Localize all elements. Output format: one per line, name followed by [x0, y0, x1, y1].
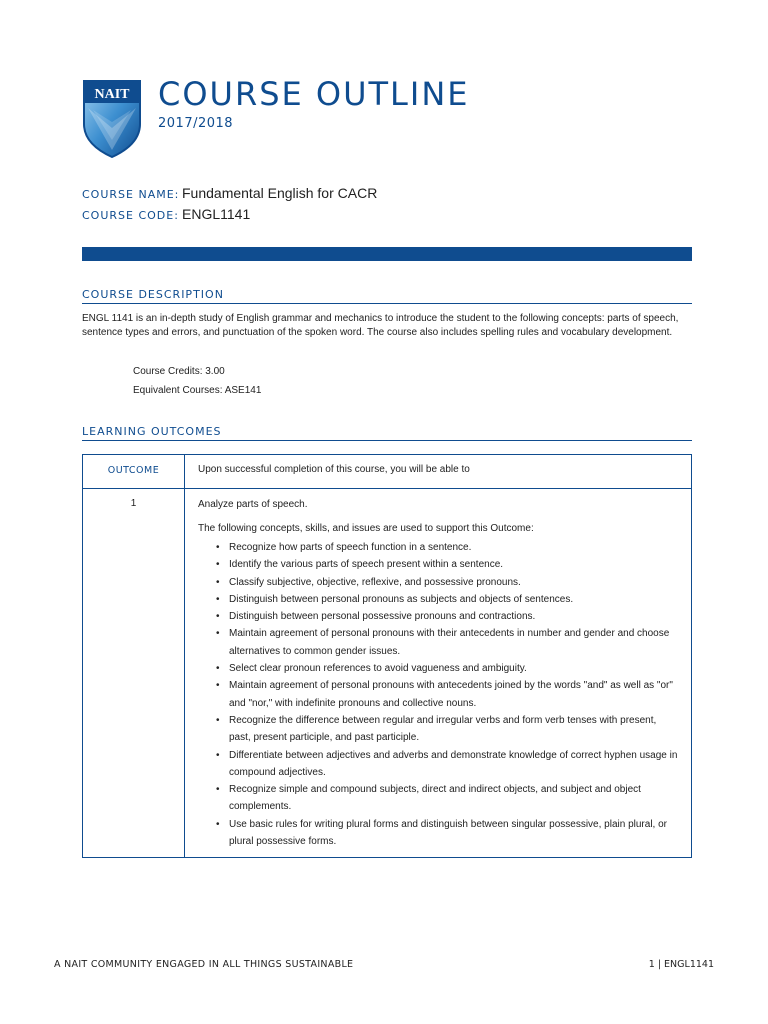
list-item: • Distinguish between personal possessive pronouns and contractions. — [216, 608, 678, 625]
learning-outcomes-heading: LEARNING OUTCOMES — [82, 425, 692, 441]
list-item: • Select clear pronoun references to avoid vagueness and ambiguity. — [216, 660, 678, 677]
course-name-value: Fundamental English for CACR — [182, 185, 378, 201]
academic-year: 2017/2018 — [158, 116, 234, 131]
outcome-support-text: The following concepts, skills, and issues are used to support this Outcome: — [198, 523, 534, 534]
list-item: • Differentiate between adjectives and adverbs and demonstrate knowledge of correct hyphen usage in compound adjectives. — [216, 747, 678, 782]
outcome-number: 1 — [130, 498, 137, 509]
course-name-label: COURSE NAME: — [82, 188, 180, 201]
page-title: COURSE OUTLINE — [158, 75, 470, 113]
footer-page-number: 1 | ENGL1141 — [648, 959, 714, 970]
outcome-body — [198, 498, 678, 850]
outcomes-table — [82, 454, 692, 858]
outcome-title: Analyze parts of speech. — [198, 499, 308, 510]
course-name-row — [82, 184, 377, 204]
outcome-column-header: OUTCOME — [107, 465, 160, 476]
list-item: • Recognize simple and compound subjects, direct and indirect objects, and subject and object complements. — [216, 781, 678, 816]
description-column-header: Upon successful completion of this course, you will be able to — [198, 464, 470, 475]
course-code-row — [82, 205, 250, 225]
list-item: • Recognize the difference between regular and irregular verbs and form verb tenses with present, past, present participle, and past participle. — [216, 712, 678, 747]
list-item: • Classify subjective, objective, reflexive, and possessive pronouns. — [216, 574, 678, 591]
course-description-text: ENGL 1141 is an in-depth study of English grammar and mechanics to introduce the student to the following concepts: parts of speech, sentence types and errors, and punctuation of the spoken word. The course also includes spelling rules and vocabulary development. — [82, 313, 679, 338]
list-item: • Maintain agreement of personal pronouns with their antecedents in number and gender and choose alternatives to common gender issues. — [216, 625, 678, 660]
course-description-heading: COURSE DESCRIPTION — [82, 288, 692, 304]
footer-tagline: A NAIT COMMUNITY ENGAGED IN ALL THINGS SUSTAINABLE — [54, 959, 354, 970]
logo-text: NAIT — [94, 87, 130, 102]
outcome-bullet-list — [198, 539, 678, 850]
course-code-value: ENGL1141 — [182, 206, 251, 222]
list-item: • Recognize how parts of speech function in a sentence. — [216, 539, 678, 556]
course-code-label: COURSE CODE: — [82, 209, 179, 222]
equivalent-courses: Equivalent Courses: ASE141 — [133, 385, 262, 396]
list-item: • Maintain agreement of personal pronouns with antecedents joined by the words "and" as well as "or" and "nor," with indefinite pronouns and collective nouns. — [216, 677, 678, 712]
course-credits: Course Credits: 3.00 — [133, 366, 225, 377]
header-band — [82, 247, 692, 261]
list-item: • Identify the various parts of speech present within a sentence. — [216, 556, 678, 573]
column-divider — [184, 455, 185, 857]
nait-shield-logo — [83, 80, 141, 158]
header-row-divider — [83, 488, 691, 489]
list-item: • Use basic rules for writing plural forms and distinguish between singular possessive, plain plural, or plural possessive forms. — [216, 816, 678, 851]
list-item: • Distinguish between personal pronouns as subjects and objects of sentences. — [216, 591, 678, 608]
